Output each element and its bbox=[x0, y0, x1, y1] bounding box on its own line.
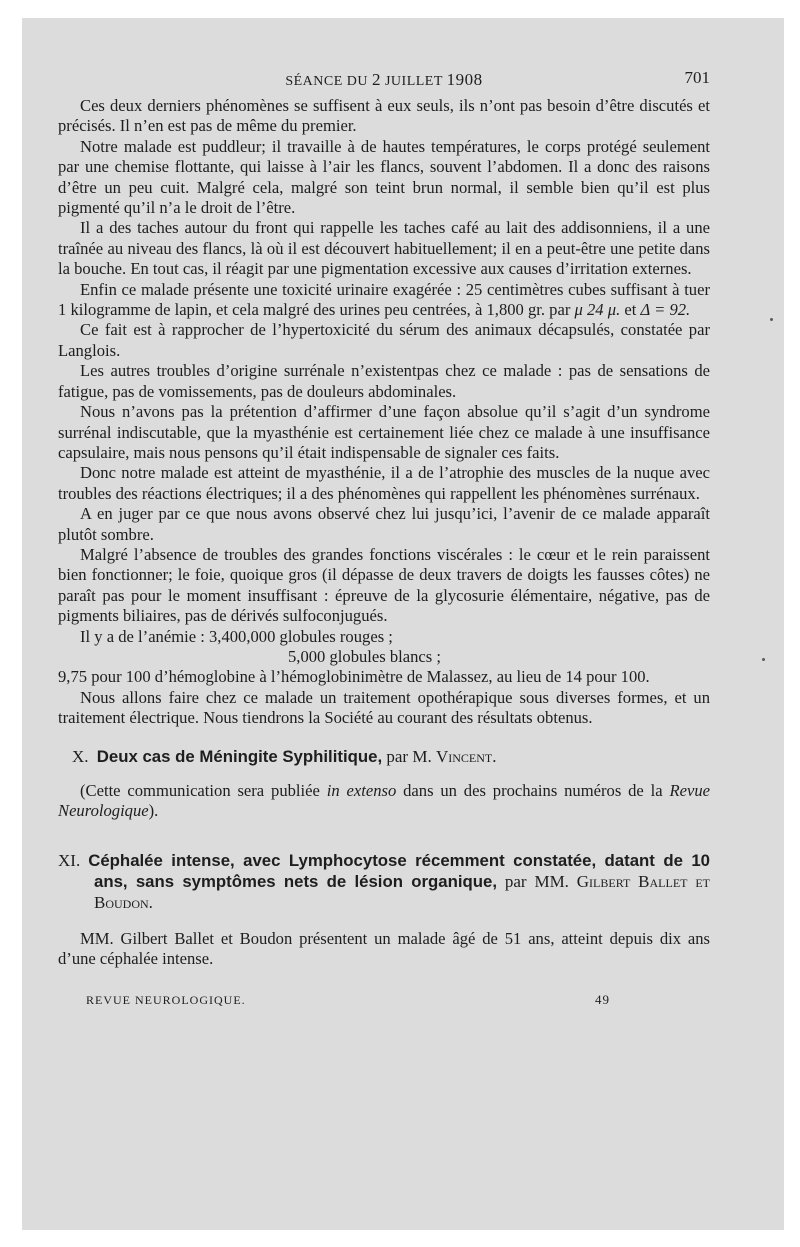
paragraph-treatment: Nous allons faire chez ce malade un traitement opothérapique sous diverses formes, et un traitement électrique. Nous tiendrons la Société au courant des résultats obtenus. bbox=[58, 687, 710, 728]
section-xi-title: Céphalée intense, avec Lymphocytose récemment constatée, datant de 10 ans, sans symptômes nets de lésion organique, bbox=[88, 850, 711, 891]
section-x-title: Deux cas de Méningite Syphilitique, bbox=[96, 746, 383, 766]
section-xi-authors: MM. Gilbert Ballet et Boudon. bbox=[94, 871, 711, 912]
print-speck bbox=[770, 318, 773, 321]
section-x-note: (Cette communication sera publiée in extenso dans un des prochains numéros de la Revue Neurologique). bbox=[58, 781, 710, 821]
paragraph-3: Il a des taches autour du front qui rappelle les taches café au lait des addisonniens, il a une traînée au niveau des flancs, là où il est découvert habituellement; il en a peut-être une petite dans la bouche. En tout cas, il réagit par une pigmentation excessive aux causes d’irritation externes. bbox=[58, 218, 710, 279]
journal-name: Revue Neurologique bbox=[58, 781, 710, 821]
section-xi-heading: XI. Céphalée intense, avec Lymphocytose récemment constatée, datant de 10 ans, sans symptômes nets de lésion organique, par MM. Gilbert Ballet et Boudon. bbox=[58, 850, 711, 912]
page-footer bbox=[58, 988, 710, 1008]
section-xi-body: MM. Gilbert Ballet et Boudon présentent un malade âgé de 51 ans, atteint depuis dix ans d’une céphalée intense. bbox=[58, 928, 710, 969]
section-x-heading: X. Deux cas de Méningite Syphilitique, par M. Vincent. bbox=[72, 746, 497, 766]
print-speck bbox=[762, 658, 765, 661]
scanned-page bbox=[22, 18, 784, 1230]
paragraph-visceral: Malgré l’absence de troubles des grandes fonctions viscérales : le cœur et le rein paraissent bien fonctionner; le foie, quoique gros (il dépasse de deux travers de doigts les fausses côtes) ne paraît pas pour le moment insuffisant : épreuve de la glycosurie élémentaire, négative, pas de pigments biliaires, pas de dérivés sulfoconjugués. bbox=[58, 544, 710, 626]
paragraph-myasthenia: Donc notre malade est atteint de myasthénie, il a de l’atrophie des muscles de la nuque avec troubles des réactions électriques; il a des phénomènes qui rappellent les phénomènes surrénaux. bbox=[58, 463, 710, 503]
page-content bbox=[58, 70, 710, 1008]
footer-sheet-number: 49 bbox=[595, 991, 610, 1007]
blood-count-white: 5,000 globules blancs ; bbox=[288, 646, 442, 666]
paragraph-langlois: Ce fait est à rapprocher de l’hypertoxicité du sérum des animaux décapsulés, constatée par Langlois. bbox=[58, 320, 710, 360]
delta-value: Δ = 92. bbox=[640, 300, 691, 320]
paragraph-other-troubles: Les autres troubles d’origine surrénale n’existentpas chez ce malade : pas de sensations de fatigue, pas de vomissements, pas de douleurs abdominales. bbox=[58, 361, 710, 401]
running-header bbox=[58, 70, 710, 96]
section-x-author: Vincent. bbox=[435, 746, 497, 766]
paragraph-2: Notre malade est puddleur; il travaille à de hautes températures, le corps protégé seulement par une chemise flottante, qui laisse à l’air les flancs, souvent l’abdomen. Il a donc des raisons d’être un peu cuit. Malgré cela, malgré son teint brun normal, il semble bien qu’il est plus pigmenté qu’il n’a le droit de l’être. bbox=[58, 136, 710, 218]
page-number: 701 bbox=[684, 68, 710, 87]
paragraph-1: Ces deux derniers phénomènes se suffisent à eux seuls, ils n’ont pas besoin d’être discutés et précisés. Il n’en est pas de même du premier. bbox=[58, 96, 710, 136]
paragraph-toxicity: Enfin ce malade présente une toxicité urinaire exagérée : 25 centimètres cubes suffisant à tuer 1 kilogramme de lapin, et cela malgré des urines peu centrées, à 1,800 gr. par μ 24 μ. et Δ = 92. bbox=[58, 279, 710, 320]
footer-journal: REVUE NEUROLOGIQUE. bbox=[86, 992, 246, 1007]
paragraph-syndrome: Nous n’avons pas la prétention d’affirmer d’une façon absolue qu’il s’agit d’un syndrome surrénal indiscutable, que la myasthénie est certainement liée chez ce malade à une insuffisance capsulaire, mais nous pensons qu’il était indispensable de signaler ces faits. bbox=[58, 402, 710, 462]
mu-value: μ 24 μ. bbox=[574, 300, 621, 320]
hemoglobin-line: 9,75 pour 100 d’hémoglobine à l’hémoglobinimètre de Malassez, au lieu de 14 pour 100. bbox=[58, 667, 650, 687]
in-extenso: in extenso bbox=[326, 781, 397, 800]
paragraph-prognosis: A en juger par ce que nous avons observé chez lui jusqu’ici, l’avenir de ce malade apparaît plutôt sombre. bbox=[58, 504, 710, 544]
running-title: SÉANCE DU 2 JUILLET 1908 bbox=[285, 70, 483, 89]
blood-count-red: Il y a de l’anémie : 3,400,000 globules rouges ; bbox=[80, 626, 393, 646]
